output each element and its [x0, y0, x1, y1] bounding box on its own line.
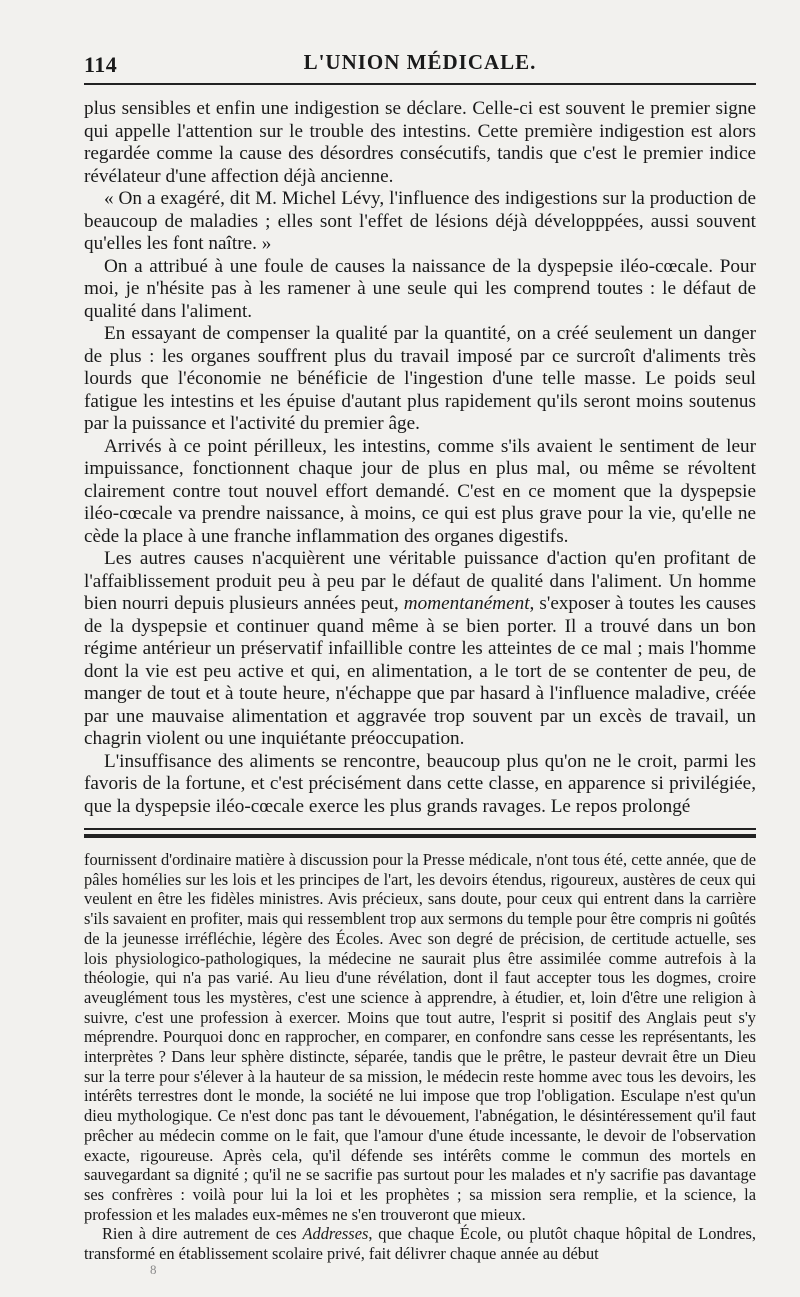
emphasis-addresses: Addresses — [302, 1224, 369, 1244]
article-paragraph-3: On a attribué à une foule de causes la naissance de la dyspepsie iléo-cœcale. Pour moi, je n'hésite pas à les ramener à une seule qui les comprend toutes : le défaut de qualité dans l'aliment. — [84, 255, 756, 322]
article-paragraph-6 — [84, 548, 756, 751]
article-paragraph-1: plus sensibles et enfin une indigestion se déclare. Celle-ci est souvent le premier signe qui appelle l'attention sur le trouble des intestins. Cette première indigestion est alors regardée comme la cause des désordres consécutifs, tandis que c'est le premier indice révélateur d'une affection déjà ancienne. — [84, 98, 756, 187]
article-paragraph-6-start: Les autres causes n'acquièrent une véritable puissance d'action qu'en profitant de l'affaiblissement produit peu à peu par le défaut de qualité dans l'aliment. Un homme bien nourri depuis plusieurs années peut, — [84, 548, 756, 614]
signature-mark: 8 — [150, 1262, 157, 1277]
separator-thick-rule — [84, 834, 756, 838]
article-paragraph-7: L'insuffisance des aliments se rencontre, beaucoup plus qu'on ne le croit, parmi les favoris de la fortune, et c'est précisément dans cette classe, en apparence si privilégiée, que la dyspepsie iléo-cœcale exerce les plus grands ravages. Le repos prolongé — [84, 750, 756, 817]
article-paragraph-2: « On a exagéré, dit M. Michel Lévy, l'influence des indigestions sur la production de beaucoup de maladies ; elles sont l'effet de lésions déjà développpées, aussi souvent qu'elles les font naître. » — [84, 188, 756, 254]
article-paragraph-5: Arrivés à ce point périlleux, les intestins, comme s'ils avaient le sentiment de leur impuissance, fonctionnent chaque jour de plus en plus mal, ou même se révoltent clairement contre tout nouvel effort demandé. C'est en ce moment que la dyspepsie iléo-cœcale va prendre naissance, à moins, ce qui est plus grave pour la vie, qu'elle ne cède la place à une franche inflammation des organes digestifs. — [84, 435, 756, 547]
page-number: 114 — [84, 52, 118, 77]
article-body — [84, 86, 756, 818]
feuilleton-separator — [84, 824, 756, 846]
page-header — [84, 0, 756, 86]
feuilleton-paragraph-2-start: Rien à dire autrement de ces — [102, 1224, 297, 1244]
article-paragraph-6-end: , s'exposer à toutes les causes de la dyspepsie et continuer quand même à se bien porter. Il a trouvé dans un bon régime antérieur un préservatif infaillible contre les atteintes de ce mal ; mais l'homme dont la vie est peu active et qui, en alimentation, a le tort de se contenter de peu, de manger de tout et à toute heure, n'échappe que par hasard à l'influence maladive, créée par une mauvaise alimentation et aggravée trop souvent par un excès de travail, un chagrin violent ou une inquiétante préoccupation. — [84, 593, 757, 749]
article-paragraph-4: En essayant de compenser la qualité par la quantité, on a créé seulement un danger de plus : les organes souffrent plus du travail imposé par ce surcroît d'aliments très lourds que l'économie ne bénéficie de l'ingestion d'une telle masse. Le poids seul fatigue les intestins et les épuise d'autant plus rapidement qu'ils seront moins soutenus par la puissance et l'activité du premier âge. — [84, 323, 756, 434]
header-rule — [84, 83, 756, 85]
running-title: L'UNION MÉDICALE. — [303, 50, 537, 74]
feuilleton-paragraph-2 — [84, 1224, 756, 1263]
separator-thin-rule — [84, 828, 756, 830]
feuilleton-paragraph-2-end: , que chaque École, ou plutôt chaque hôpital de Londres, transformé en établissement scolaire privé, fait délivrer chaque année au début — [84, 1224, 757, 1264]
feuilleton-paragraph-1: fournissent d'ordinaire matière à discussion pour la Presse médicale, n'ont tous été, cette année, que de pâles homélies sur les lois et les principes de l'art, les devoirs étendus, rigoureux, austères de ceux qui veulent en être les fidèles ministres. Avis précieux, sans doute, pour ceux qui entrent dans la carrière s'ils savaient en profiter, mais qui ressemblent trop aux sermons du temple pour être compris ni goûtés de la jeunesse irréfléchie, légère des Écoles. Avec son degré de précision, de certitude actuelle, ses lois physiologico-pathologiques, la médecine ne saurait plus être assimilée comme autrefois à la théologie, qui n'a pas varié. Au lieu d'une révélation, dont il faut accepter tous les dogmes, croire aveuglément tous les mystères, c'est une science à apprendre, à étudier, et, loin d'être une religion à suivre, c'est une profession à exercer. Moins que tout autre, l'esprit si positif des Anglais peut s'y méprendre. Pourquoi donc en rapprocher, en comparer, en confondre sans cesse les représentants, les interprètes ? Dans leur sphère distincte, séparée, tandis que le prêtre, le pasteur devrait être un Dieu sur la terre pour s'élever à la hauteur de sa mission, le médecin reste homme avec tous les devoirs, les intérêts terrestres dont le monde, la société ne lui impose que trop l'obligation. Esculape n'est qu'un dieu mythologique. Ce n'est donc pas tant le dévouement, l'abnégation, le désintéressement qu'il faut prêcher au médecin comme on le fait, que l'amour d'une étude incessante, le devoir de l'observation exacte, rigoureuse. Après cela, qu'il défende ses intérêts comme le commun des mortels en sauvegardant sa dignité ; qu'il ne se sacrifie pas surtout pour les malades et n'y sacrifie pas davantage ses confrères : voilà pour lui la loi et les prophètes ; sa mission sera remplie, et la science, la profession et les malades eux-mêmes ne s'en trouveront que mieux. — [84, 850, 756, 1224]
feuilleton-body — [84, 846, 756, 1264]
emphasis-momentanement: momentanément — [403, 593, 530, 614]
